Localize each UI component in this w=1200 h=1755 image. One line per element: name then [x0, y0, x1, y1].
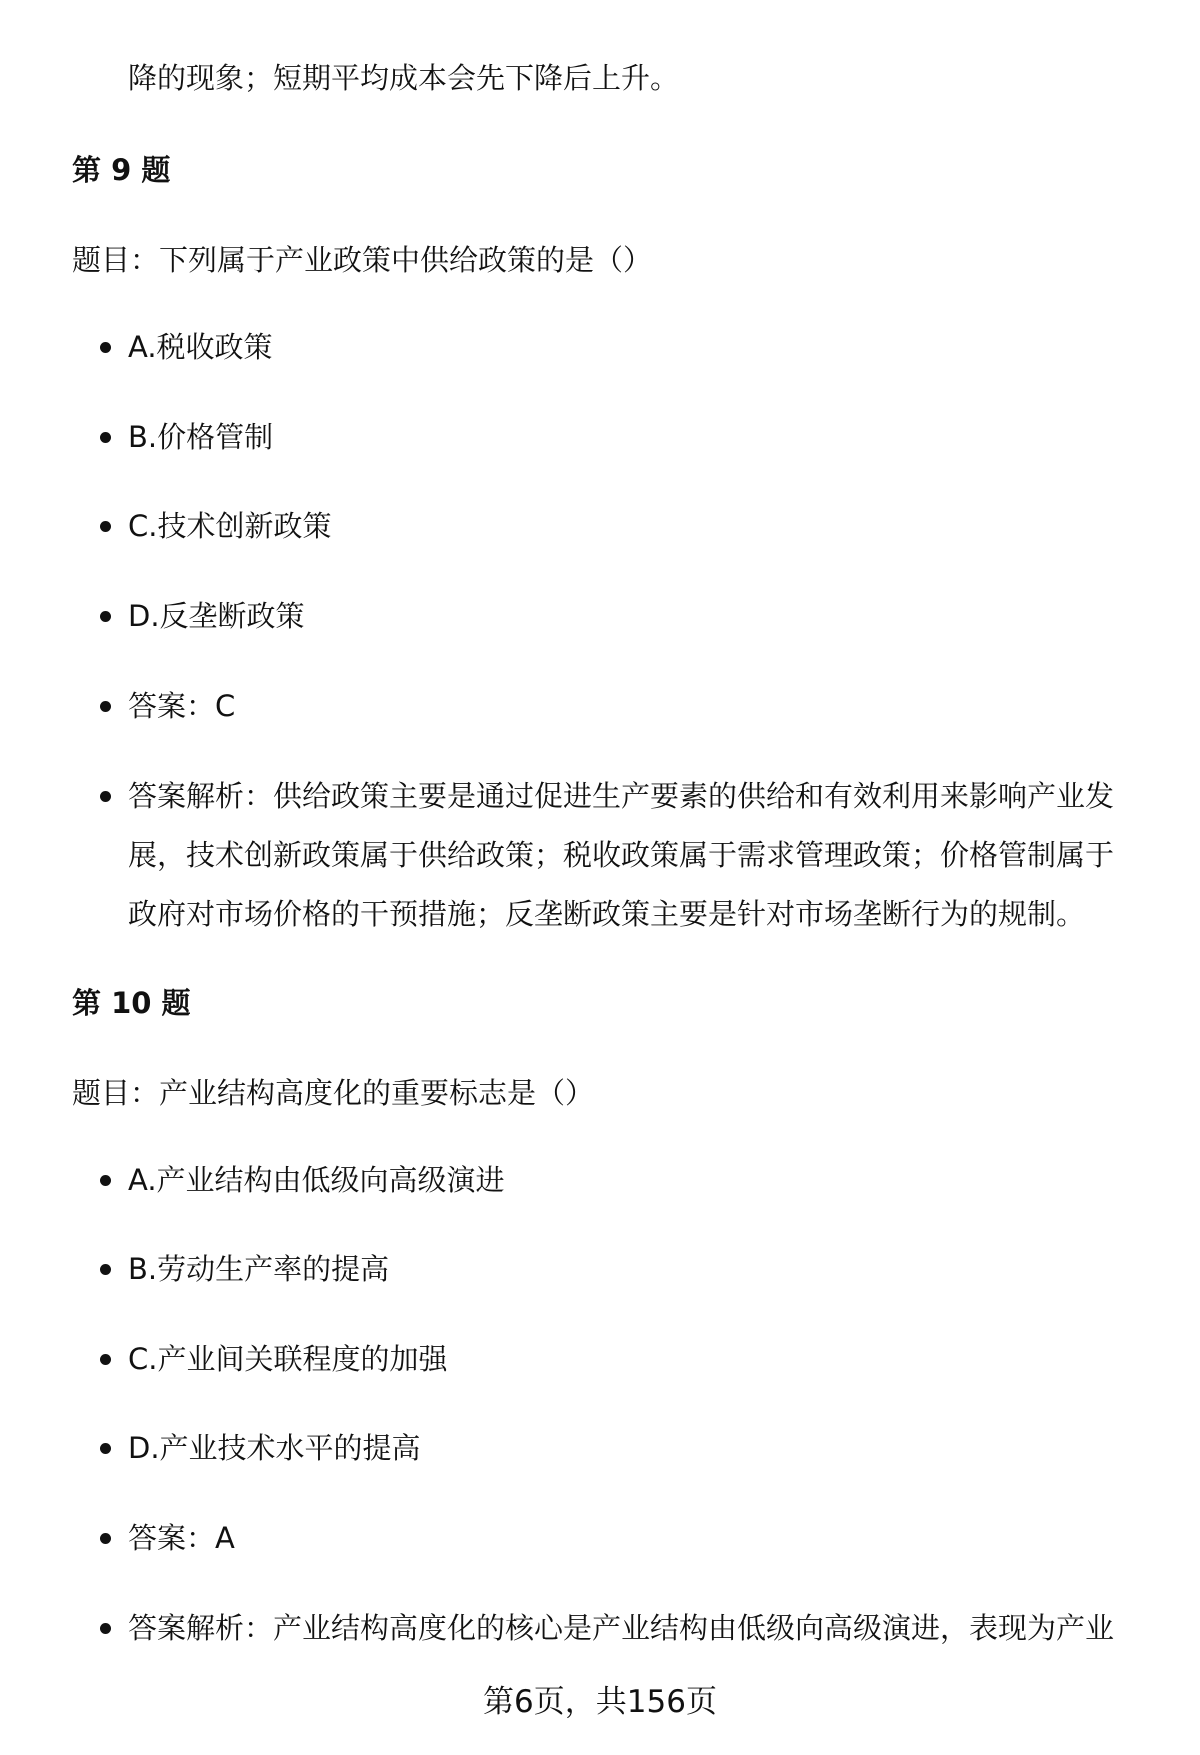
- question-10-stem: 题目：产业结构高度化的重要标志是（）: [72, 1076, 595, 1110]
- bullet-icon: [100, 701, 111, 712]
- answer-text: 答案：C: [128, 689, 236, 723]
- bullet-icon: [100, 342, 111, 353]
- question-10-heading: 第 10 题: [72, 986, 191, 1020]
- bullet-icon: [100, 1533, 111, 1544]
- bullet-icon: [100, 432, 111, 443]
- question-9-option-b: [100, 408, 1140, 467]
- bullet-icon: [100, 791, 111, 802]
- question-9-explanation: [100, 767, 1140, 944]
- explanation-text: 答案解析：产业结构高度化的核心是产业结构由低级向高级演进，表现为产业: [128, 1611, 1115, 1645]
- continuation-text: 降的现象；短期平均成本会先下降后上升。: [128, 61, 680, 95]
- question-9-stem: 题目：下列属于产业政策中供给政策的是（）: [72, 243, 653, 277]
- bullet-icon: [100, 521, 111, 532]
- option-text: C.产业间关联程度的加强: [128, 1342, 448, 1376]
- option-text: A.产业结构由低级向高级演进: [128, 1163, 505, 1197]
- question-9-answer: [100, 677, 1140, 736]
- question-9-heading: 第 9 题: [72, 153, 171, 187]
- answer-text: 答案：A: [128, 1521, 235, 1555]
- bullet-icon: [100, 611, 111, 622]
- option-text: D.反垄断政策: [128, 599, 305, 633]
- question-10-option-c: [100, 1330, 1140, 1389]
- option-text: B.劳动生产率的提高: [128, 1252, 390, 1286]
- option-text: A.税收政策: [128, 330, 273, 364]
- bullet-icon: [100, 1175, 111, 1186]
- question-10-explanation: [100, 1599, 1140, 1659]
- question-10-option-b: [100, 1240, 1140, 1299]
- question-9-option-c: [100, 497, 1140, 556]
- option-text: C.技术创新政策: [128, 509, 332, 543]
- bullet-icon: [100, 1264, 111, 1275]
- option-text: B.价格管制: [128, 420, 274, 454]
- question-10-option-d: [100, 1419, 1140, 1478]
- page-footer: 第6页，共156页: [483, 1684, 717, 1720]
- question-9-option-d: [100, 587, 1140, 646]
- bullet-icon: [100, 1354, 111, 1365]
- option-text: D.产业技术水平的提高: [128, 1431, 421, 1465]
- explanation-text: 答案解析：供给政策主要是通过促进生产要素的供给和有效利用来影响产业发展，技术创新政策属于供给政策；税收政策属于需求管理政策；价格管制属于政府对市场价格的干预措施；反垄断政策主要是针对市场垄断行为的规制。: [128, 779, 1115, 931]
- bullet-icon: [100, 1623, 111, 1634]
- question-10-answer: [100, 1509, 1140, 1568]
- question-9-option-a: [100, 318, 1140, 377]
- question-10-option-a: [100, 1151, 1140, 1210]
- bullet-icon: [100, 1443, 111, 1454]
